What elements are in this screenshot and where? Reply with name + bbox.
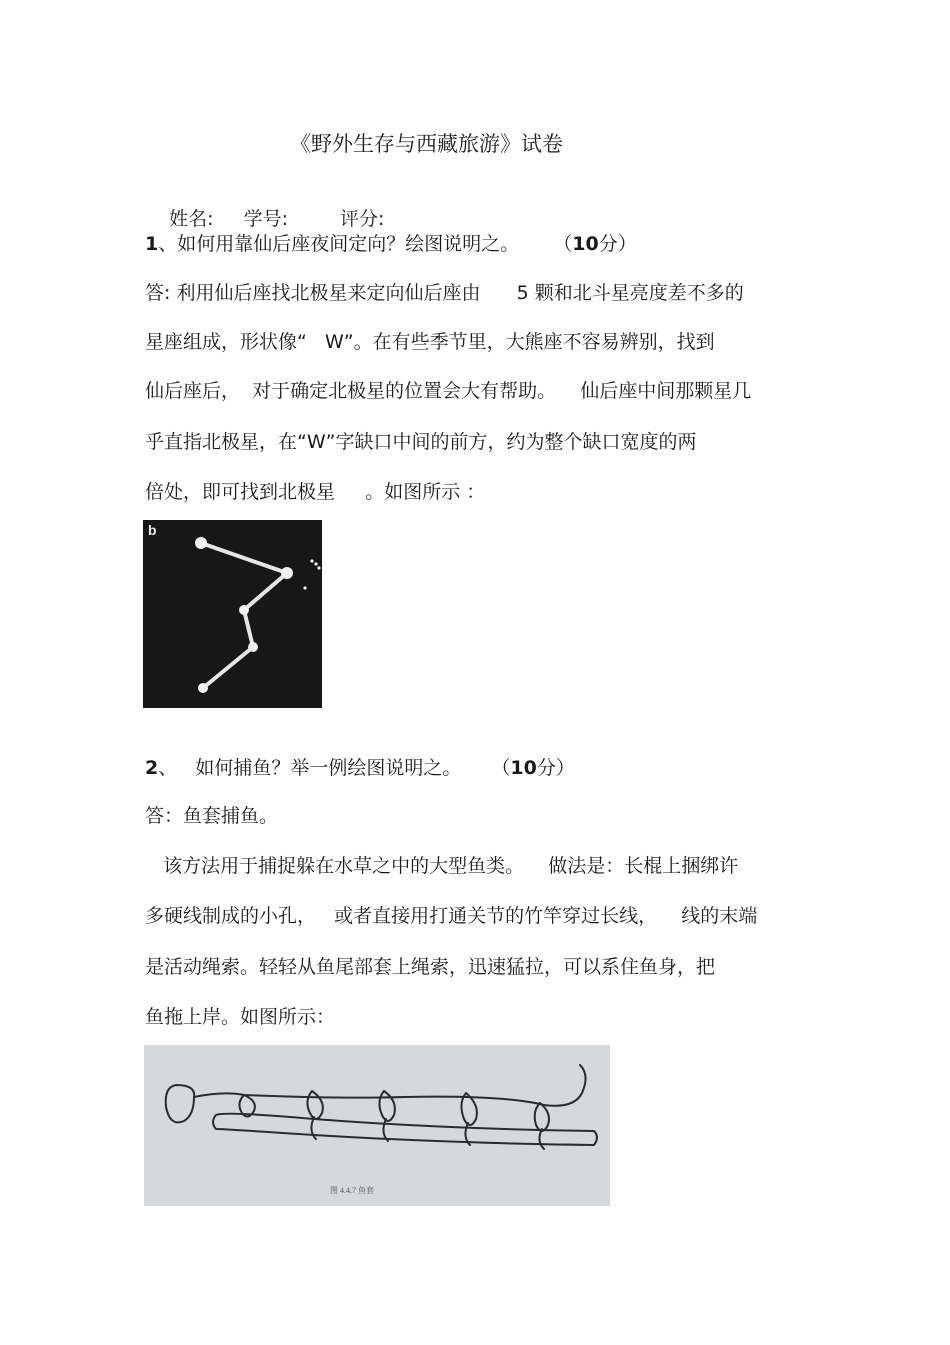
star-marker [303,586,306,589]
star-marker [239,605,249,615]
answer-1-line: 星座组成，形状像“ W”。在有些季节里，大熊座不容易辨别，找到 [145,331,715,353]
figure-label: b [148,522,157,538]
question-2 [145,755,575,781]
constellation-lines [201,543,287,688]
question-1-number: 1 [145,233,159,255]
star-marker [317,566,320,569]
star-marker [248,642,258,652]
cassiopeia-diagram [143,520,322,708]
star-marker [195,537,207,549]
answer-1-line: 仙后座后， 对于确定北极星的位置会大有帮助。 仙后座中间那颗星几 [145,380,752,402]
figure-caption: 图 4.4.7 鱼套 [330,1186,374,1195]
answer-1-line: 答: 利用仙后座找北极星来定向仙后座由 5 颗和北斗星亮度差不多的 [145,282,744,304]
question-2-points-close: 分） [536,757,575,779]
page-title: 《野外生存与西藏旅游》试卷 [290,132,563,156]
answer-2-line: 多硬线制成的小孔， 或者直接用打通关节的竹竿穿过长线， 线的末端 [145,905,758,927]
star-marker [198,683,208,693]
question-1-points-close: 分） [598,233,637,255]
question-1 [145,231,637,257]
star-marker [281,567,293,579]
question-1-points-value: 10 [572,233,599,255]
cassiopeia-figure [143,520,322,708]
name-label: 姓名: [169,208,214,230]
star-marker [314,562,317,565]
id-label: 学号: [243,208,288,230]
answer-2-line: 该方法用于捕捉躲在水草之中的大型鱼类。 做法是：长棍上捆绑许 [145,855,739,877]
fish-snare-figure [144,1045,610,1206]
star-marker [310,559,313,562]
question-2-points-value: 10 [510,757,537,779]
question-1-text: 、如何用靠仙后座夜间定向？绘图说明之。 [158,233,520,255]
question-1-points-open: （ [553,233,573,255]
question-2-points-open: （ [491,757,511,779]
snare-drawing [166,1065,597,1149]
question-2-number: 2 [145,757,159,779]
question-2-text: 、 如何捕鱼？举一例绘图说明之。 [158,757,462,779]
answer-1-line: 倍处，即可找到北极星 。如图所示 ： [145,481,486,503]
fish-snare-diagram [144,1045,610,1206]
answer-2-line: 答：鱼套捕鱼。 [145,805,279,827]
answer-1-line: 乎直指北极星，在“W”字缺口中间的前方，约为整个缺口宽度的两 [145,431,697,453]
score-label: 评分: [339,208,385,230]
constellation-stars [195,537,321,693]
answer-2-line: 鱼拖上岸。如图所示： [145,1006,336,1028]
answer-2-line: 是活动绳索。轻轻从鱼尾部套上绳索，迅速猛拉，可以系住鱼身，把 [145,956,716,978]
